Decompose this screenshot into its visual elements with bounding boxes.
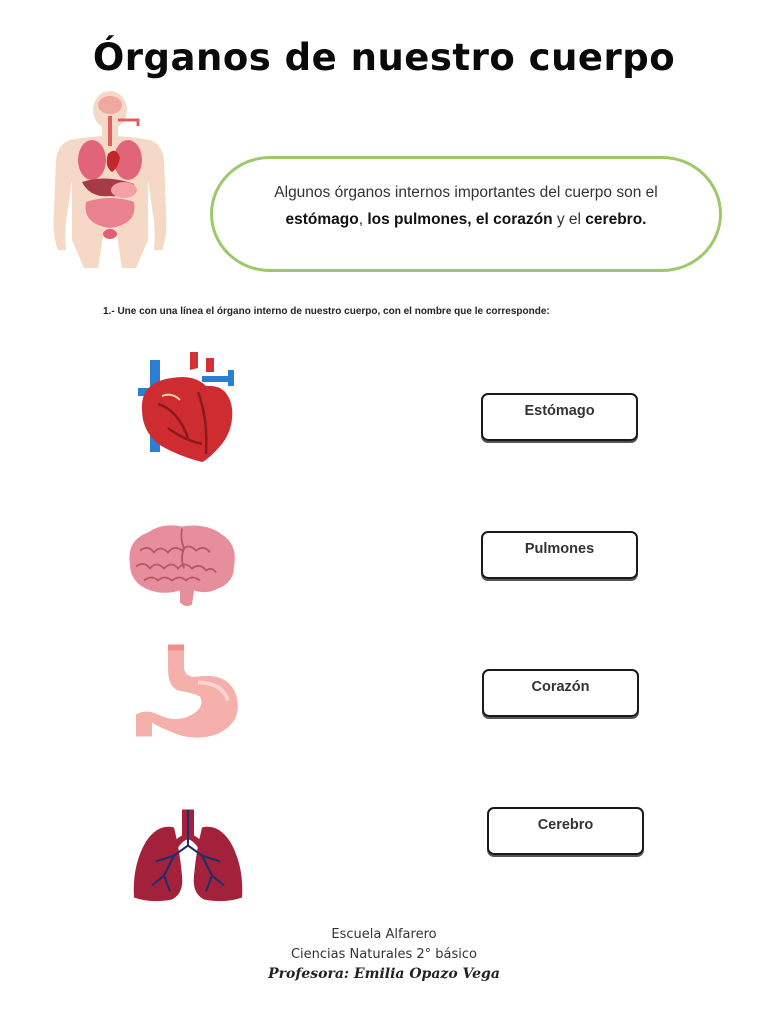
label-corazon[interactable]: Corazón (482, 669, 639, 717)
human-body-icon (30, 90, 200, 270)
stomach-icon[interactable] (128, 636, 248, 751)
instruction-text: 1.- Une con una línea el órgano interno de nuestro cuerpo, con el nombre que le corresponde: (103, 306, 550, 317)
label-cerebro[interactable]: Cerebro (487, 807, 644, 855)
organ-brain-word: cerebro. (585, 211, 647, 228)
footer-teacher: Profesora: Emilia Opazo Vega (268, 966, 500, 982)
lungs-icon[interactable] (128, 798, 248, 913)
organ-stomach-word: estómago (285, 211, 359, 228)
label-estomago[interactable]: Estómago (481, 393, 638, 441)
label-pulmones[interactable]: Pulmones (481, 531, 638, 579)
brain-icon[interactable] (122, 508, 242, 623)
footer-course: Ciencias Naturales 2° básico (290, 947, 478, 962)
organ-lungs-word: los pulmones, (367, 211, 472, 228)
info-sep3: y el (552, 211, 586, 228)
organ-heart-word: el corazón (475, 211, 553, 228)
footer-school: Escuela Alfarero (331, 927, 437, 942)
heart-icon[interactable] (128, 348, 248, 463)
info-line2 (213, 206, 719, 233)
info-sep1: , (358, 211, 368, 228)
info-ellipse (210, 156, 722, 272)
info-line1: Algunos órganos internos importantes del cuerpo son el (274, 184, 658, 201)
page-title: Órganos de nuestro cuerpo (92, 36, 676, 79)
